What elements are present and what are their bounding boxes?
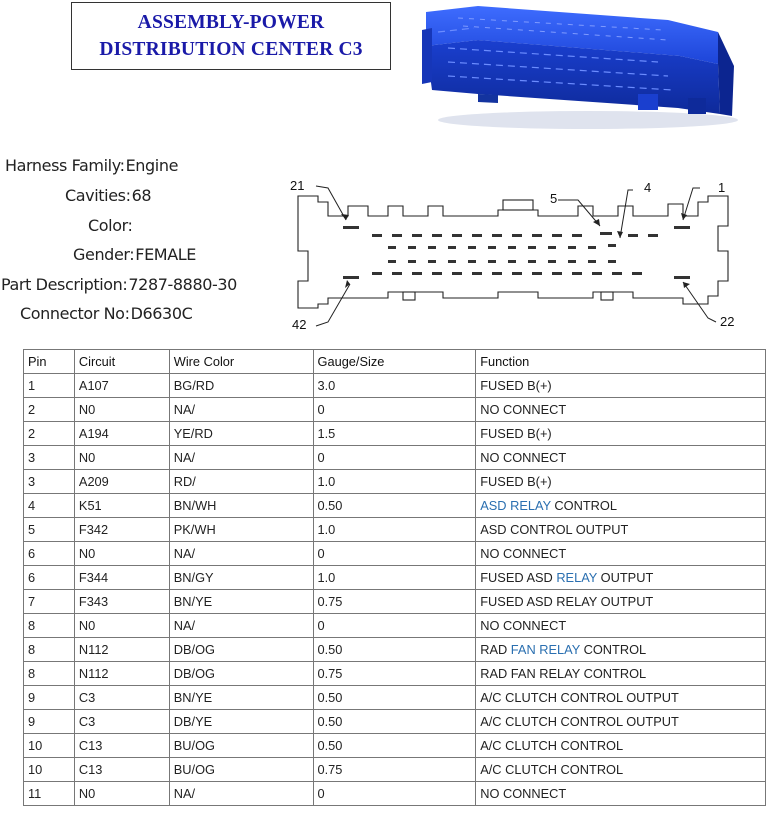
cell-gauge: 0.50	[313, 710, 476, 734]
cell-gauge: 0.50	[313, 494, 476, 518]
cell-circuit: N112	[74, 638, 169, 662]
cell-gauge: 0.75	[313, 590, 476, 614]
cell-circuit: C13	[74, 734, 169, 758]
cell-gauge: 3.0	[313, 374, 476, 398]
title-box	[71, 2, 391, 70]
info-color	[88, 216, 133, 240]
cell-circuit: C13	[74, 758, 169, 782]
cell-wire-color: YE/RD	[169, 422, 313, 446]
info-label: Part Description:	[1, 275, 128, 294]
cell-wire-color: BG/RD	[169, 374, 313, 398]
cell-function: NO CONNECT	[476, 782, 766, 806]
info-label: Color:	[88, 216, 133, 235]
cell-circuit: A209	[74, 470, 169, 494]
info-part-description	[1, 275, 237, 299]
table-row	[24, 374, 766, 398]
function-link[interactable]: ASD RELAY	[480, 498, 551, 513]
cell-circuit: A194	[74, 422, 169, 446]
table-row	[24, 638, 766, 662]
cell-gauge: 0	[313, 614, 476, 638]
cell-gauge: 1.0	[313, 470, 476, 494]
cell-pin: 6	[24, 566, 75, 590]
cell-pin: 6	[24, 542, 75, 566]
info-value: 7287-8880-30	[128, 275, 237, 294]
pin-label-42: 42	[292, 317, 307, 332]
function-link[interactable]: FAN RELAY	[510, 642, 581, 657]
cell-circuit: A107	[74, 374, 169, 398]
cell-function	[476, 638, 766, 662]
cell-circuit: C3	[74, 686, 169, 710]
table-row	[24, 542, 766, 566]
cell-circuit: N112	[74, 662, 169, 686]
table-row	[24, 614, 766, 638]
info-label: Harness Family:	[5, 156, 125, 175]
cell-circuit: K51	[74, 494, 169, 518]
table-row	[24, 398, 766, 422]
cell-function	[476, 494, 766, 518]
cell-function: A/C CLUTCH CONTROL OUTPUT	[476, 686, 766, 710]
cell-function: FUSED ASD RELAY OUTPUT	[476, 590, 766, 614]
header-function: Function	[476, 350, 766, 374]
pin-label-21: 21	[290, 178, 305, 193]
cell-circuit: F343	[74, 590, 169, 614]
cell-wire-color: BN/GY	[169, 566, 313, 590]
cell-pin: 7	[24, 590, 75, 614]
cell-wire-color: BU/OG	[169, 734, 313, 758]
table-row	[24, 782, 766, 806]
info-cavities	[65, 186, 151, 210]
table-row	[24, 590, 766, 614]
cell-gauge: 0	[313, 782, 476, 806]
info-label: Cavities:	[65, 186, 131, 205]
cell-wire-color: RD/	[169, 470, 313, 494]
cell-gauge: 0.50	[313, 638, 476, 662]
table-row	[24, 686, 766, 710]
cell-function: A/C CLUTCH CONTROL	[476, 734, 766, 758]
cell-pin: 1	[24, 374, 75, 398]
connector-photo	[418, 2, 740, 132]
cell-pin: 2	[24, 398, 75, 422]
cell-gauge: 0.75	[313, 758, 476, 782]
leader-lines	[316, 186, 716, 326]
cell-wire-color: DB/OG	[169, 638, 313, 662]
cell-pin: 9	[24, 710, 75, 734]
cell-circuit: F344	[74, 566, 169, 590]
table-row	[24, 566, 766, 590]
header-gauge: Gauge/Size	[313, 350, 476, 374]
header-circuit: Circuit	[74, 350, 169, 374]
function-text: OUTPUT	[597, 570, 654, 585]
cell-function: FUSED B(+)	[476, 470, 766, 494]
cell-gauge: 0.50	[313, 686, 476, 710]
table-row	[24, 710, 766, 734]
title-line-2: DISTRIBUTION CENTER C3	[99, 39, 363, 60]
table-row	[24, 758, 766, 782]
function-text: FUSED ASD	[480, 570, 557, 585]
cell-pin: 3	[24, 470, 75, 494]
cell-wire-color: PK/WH	[169, 518, 313, 542]
title-line-1: ASSEMBLY-POWER	[137, 12, 325, 33]
table-row	[24, 446, 766, 470]
cell-circuit: N0	[74, 782, 169, 806]
cell-function: A/C CLUTCH CONTROL OUTPUT	[476, 710, 766, 734]
cell-gauge: 0.50	[313, 734, 476, 758]
table-row	[24, 494, 766, 518]
cell-function: NO CONNECT	[476, 398, 766, 422]
cell-pin: 2	[24, 422, 75, 446]
cell-gauge: 0	[313, 398, 476, 422]
cell-function: RAD FAN RELAY CONTROL	[476, 662, 766, 686]
info-value: Engine	[125, 156, 179, 175]
cell-circuit: F342	[74, 518, 169, 542]
function-link[interactable]: RELAY	[556, 570, 598, 585]
cell-circuit: N0	[74, 542, 169, 566]
table-row	[24, 734, 766, 758]
cell-wire-color: BU/OG	[169, 758, 313, 782]
function-text: RAD	[480, 642, 511, 657]
cell-wire-color: NA/	[169, 614, 313, 638]
info-harness-family	[5, 156, 178, 180]
cell-pin: 8	[24, 614, 75, 638]
pin-label-22: 22	[720, 314, 735, 329]
cell-gauge: 0	[313, 446, 476, 470]
cell-wire-color: DB/OG	[169, 662, 313, 686]
cell-function: FUSED B(+)	[476, 422, 766, 446]
cell-circuit: C3	[74, 710, 169, 734]
cell-function: FUSED B(+)	[476, 374, 766, 398]
cell-pin: 10	[24, 734, 75, 758]
function-text: CONTROL	[580, 642, 647, 657]
info-label: Connector No:	[20, 304, 130, 323]
cell-function: ASD CONTROL OUTPUT	[476, 518, 766, 542]
cell-gauge: 1.5	[313, 422, 476, 446]
cell-function: A/C CLUTCH CONTROL	[476, 758, 766, 782]
cell-wire-color: BN/YE	[169, 686, 313, 710]
pin-arrows	[341, 213, 690, 288]
header-wire-color: Wire Color	[169, 350, 313, 374]
cell-wire-color: BN/WH	[169, 494, 313, 518]
cell-wire-color: DB/YE	[169, 710, 313, 734]
pinout-table	[23, 349, 766, 806]
cell-wire-color: BN/YE	[169, 590, 313, 614]
cell-circuit: N0	[74, 398, 169, 422]
info-value: D6630C	[130, 304, 193, 323]
cell-wire-color: NA/	[169, 542, 313, 566]
table-row	[24, 470, 766, 494]
cell-pin: 8	[24, 662, 75, 686]
cell-function: NO CONNECT	[476, 614, 766, 638]
cell-pin: 3	[24, 446, 75, 470]
pin-label-4: 4	[644, 180, 652, 195]
table-row	[24, 422, 766, 446]
cell-pin: 4	[24, 494, 75, 518]
cell-gauge: 1.0	[313, 518, 476, 542]
function-text: CONTROL	[550, 498, 617, 513]
cell-wire-color: NA/	[169, 782, 313, 806]
cell-function: NO CONNECT	[476, 542, 766, 566]
info-value: 68	[131, 186, 152, 205]
cell-gauge: 0	[313, 542, 476, 566]
info-gender	[73, 245, 196, 269]
header-pin: Pin	[24, 350, 75, 374]
cell-circuit: N0	[74, 446, 169, 470]
cell-gauge: 1.0	[313, 566, 476, 590]
info-label: Gender:	[73, 245, 135, 264]
info-value: FEMALE	[135, 245, 196, 264]
cell-pin: 10	[24, 758, 75, 782]
cell-pin: 9	[24, 686, 75, 710]
cavity-row-top	[343, 226, 690, 279]
table-row	[24, 662, 766, 686]
cell-wire-color: NA/	[169, 446, 313, 470]
connector-diagram	[288, 176, 748, 334]
cell-function	[476, 566, 766, 590]
table-row	[24, 518, 766, 542]
table-header-row	[24, 350, 766, 374]
cell-circuit: N0	[74, 614, 169, 638]
cell-gauge: 0.75	[313, 662, 476, 686]
pin-label-1: 1	[718, 180, 726, 195]
cell-function: NO CONNECT	[476, 446, 766, 470]
cell-pin: 11	[24, 782, 75, 806]
info-connector-no	[20, 304, 192, 328]
pin-label-5: 5	[550, 191, 558, 206]
cell-pin: 5	[24, 518, 75, 542]
cell-wire-color: NA/	[169, 398, 313, 422]
cell-pin: 8	[24, 638, 75, 662]
